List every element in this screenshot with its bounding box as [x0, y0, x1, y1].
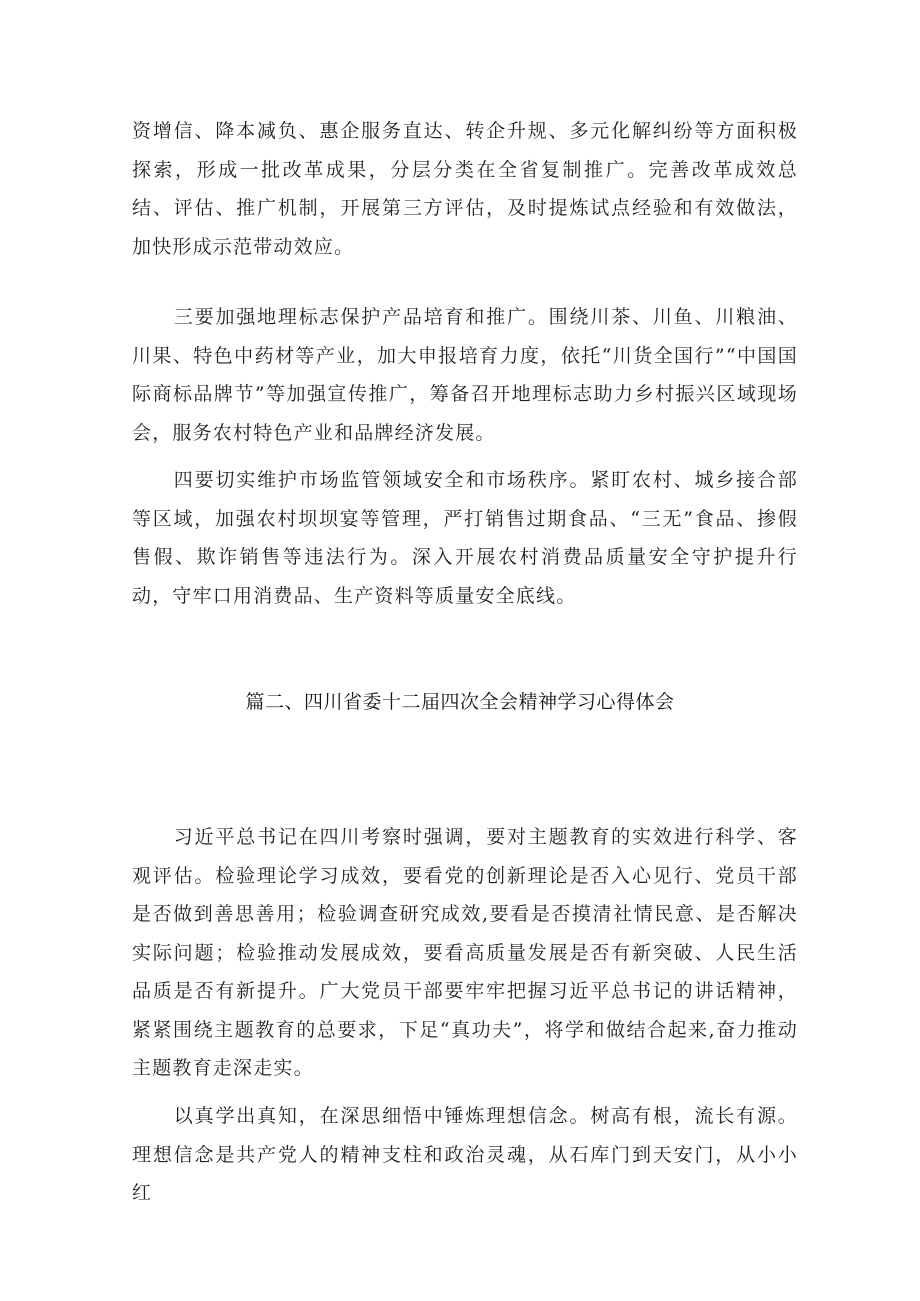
- paragraph-market-safety: 四要切实维护市场监管领域安全和市场秩序。紧盯农村、城乡接合部等区域，加强农村坝坝宴等管理，严打销售过期食品、“三无”食品、掺假售假、欺诈销售等违法行为。深入开展农村消费品质量安全守护提升行动，守牢口用消费品、生产资料等质量安全底线。: [132, 469, 798, 607]
- section-heading: 篇二、四川省委十二届四次全会精神学习心得体会: [245, 691, 675, 713]
- paragraph-geographical-indication: 三要加强地理标志保护产品培育和推广。围绕川茶、川鱼、川粮油、川果、特色中药材等产业，加大申报培育力度，依托“川货全国行”“中国国际商标品牌节”等加强宣传推广，筹备召开地理标志助力乡村振兴区域现场会，服务农村特色产业和品牌经济发展。: [132, 306, 798, 444]
- paragraph-continued: 资增信、降本减负、惠企服务直达、转企升规、多元化解纠纷等方面积极探索，形成一批改革成果，分层分类在全省复制推广。完善改革成效总结、评估、推广机制，开展第三方评估，及时提炼试点经验和有效做法，加快形成示范带动效应。: [132, 120, 798, 258]
- paragraph-ideals-belief: 以真学出真知，在深思细悟中锤炼理想信念。树高有根，流长有源。理想信念是共产党人的精神支柱和政治灵魂，从石库门到天安门，从小小红: [132, 1105, 798, 1204]
- paragraph-inspection-speech: 习近平总书记在四川考察时强调，要对主题教育的实效进行科学、客观评估。检验理论学习成效，要看党的创新理论是否入心见行、党员干部是否做到善思善用；检验调查研究成效,要看是否摸清社情民意、是否解决实际问题；检验推动发展成效，要看高质量发展是否有新突破、人民生活品质是否有新提升。广大党员干部要牢牢把握习近平总书记的讲话精神，紧紧围绕主题教育的总要求，下足“真功夫”，将学和做结合起来,奋力推动主题教育走深走实。: [132, 826, 798, 1079]
